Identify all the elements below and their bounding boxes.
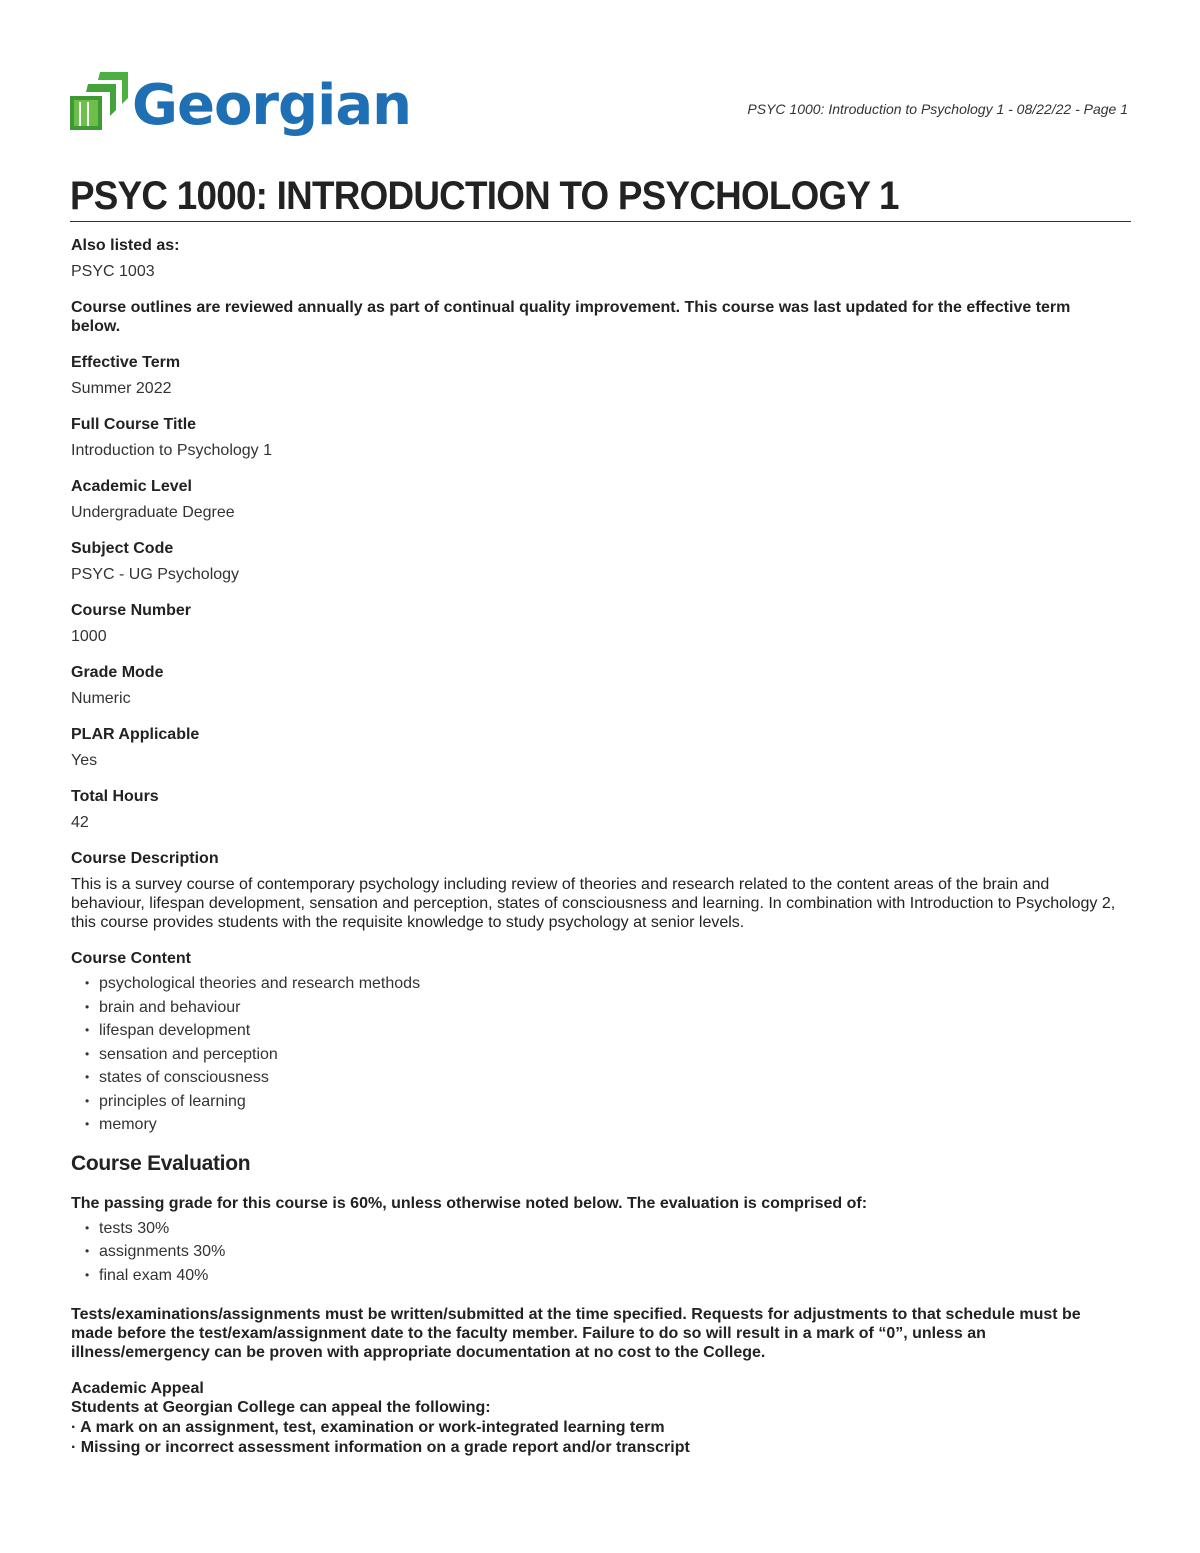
- field-label: Effective Term: [71, 354, 181, 371]
- title-divider: [70, 221, 1131, 222]
- logo-mark-icon: [70, 72, 128, 134]
- field-label: Full Course Title: [71, 416, 197, 433]
- field-label: Grade Mode: [71, 664, 164, 681]
- review-note: Course outlines are reviewed annually as part of continual quality improvement. This course was last updated for the effective term below.: [71, 299, 1071, 335]
- also-listed-field: [71, 236, 1121, 281]
- field-grade-mode: [71, 663, 1121, 708]
- field-value: Undergraduate Degree: [71, 504, 235, 521]
- field-course-number: [71, 601, 1121, 646]
- field-label: Also listed as:: [71, 237, 180, 254]
- list-item: • final exam 40%: [89, 1266, 1121, 1286]
- list-item: · Missing or incorrect assessment information on a grade report and/or transcript: [71, 1439, 690, 1456]
- field-label: Subject Code: [71, 540, 174, 557]
- course-description: [71, 849, 1121, 932]
- logo-wordmark: Georgian: [132, 73, 411, 138]
- appeal-body: [71, 1398, 1121, 1458]
- list-item: • states of consciousness: [89, 1068, 1121, 1088]
- evaluation-list: [89, 1219, 1121, 1286]
- appeal-intro: Students at Georgian College can appeal the following:: [71, 1399, 491, 1416]
- evaluation-intro: The passing grade for this course is 60%, unless otherwise noted below. The evaluation is comprised of:: [71, 1194, 868, 1212]
- field-value: Summer 2022: [71, 380, 172, 397]
- course-content: [71, 949, 1121, 1135]
- field-label: Course Number: [71, 602, 192, 619]
- field-effective-term: [71, 353, 1121, 398]
- list-item: • assignments 30%: [89, 1242, 1121, 1262]
- field-label: Total Hours: [71, 788, 159, 805]
- page-header-note: PSYC 1000: Introduction to Psychology 1 - 08/22/22 - Page 1: [747, 101, 1128, 117]
- field-total-hours: [71, 787, 1121, 832]
- field-label: Academic Level: [71, 478, 192, 495]
- page-title: PSYC 1000: INTRODUCTION TO PSYCHOLOGY 1: [70, 174, 899, 218]
- evaluation-heading: Course Evaluation: [71, 1151, 251, 1175]
- field-value: 42: [71, 814, 89, 831]
- list-item: • principles of learning: [89, 1092, 1121, 1112]
- description-text: This is a survey course of contemporary psychology including review of theories and research related to the content areas of the brain and behaviour, lifespan development, sensation and perception, states of consciousness and learning. In combination with Introduction to Psychology 2, this course provides students with the requisite knowledge to study psychology at senior levels.: [71, 876, 1116, 931]
- field-value: 1000: [71, 628, 107, 645]
- evaluation-breakdown: [71, 1194, 1121, 1286]
- academic-appeal: [71, 1379, 1121, 1458]
- field-plar-applicable: [71, 725, 1121, 770]
- field-label: Course Content: [71, 950, 191, 967]
- field-full-course-title: [71, 415, 1121, 460]
- list-item: • brain and behaviour: [89, 998, 1121, 1018]
- field-value: Introduction to Psychology 1: [71, 442, 273, 459]
- field-value: Yes: [71, 752, 98, 769]
- field-value: PSYC 1003: [71, 263, 155, 280]
- list-item: • tests 30%: [89, 1219, 1121, 1239]
- field-academic-level: [71, 477, 1121, 522]
- field-label: PLAR Applicable: [71, 726, 200, 743]
- field-label: Academic Appeal: [71, 1380, 204, 1397]
- list-item: • sensation and perception: [89, 1045, 1121, 1065]
- list-item: · A mark on an assignment, test, examination or work-integrated learning term: [71, 1419, 665, 1436]
- course-details: [71, 236, 1121, 1475]
- field-value: Numeric: [71, 690, 131, 707]
- field-value: PSYC - UG Psychology: [71, 566, 240, 583]
- list-item: • memory: [89, 1115, 1121, 1135]
- content-list: [89, 974, 1121, 1135]
- field-label: Course Description: [71, 850, 219, 867]
- list-item: • lifespan development: [89, 1021, 1121, 1041]
- georgian-logo: [70, 72, 411, 142]
- field-subject-code: [71, 539, 1121, 584]
- evaluation-policy: Tests/examinations/assignments must be written/submitted at the time specified. Requests for adjustments to that schedule must be made before the test/exam/assignment date to the faculty member. Failure to do so will result in a mark of “0”, unless an illness/emergency can be proven with appropriate documentation at no cost to the College.: [71, 1306, 1081, 1361]
- list-item: • psychological theories and research methods: [89, 974, 1121, 994]
